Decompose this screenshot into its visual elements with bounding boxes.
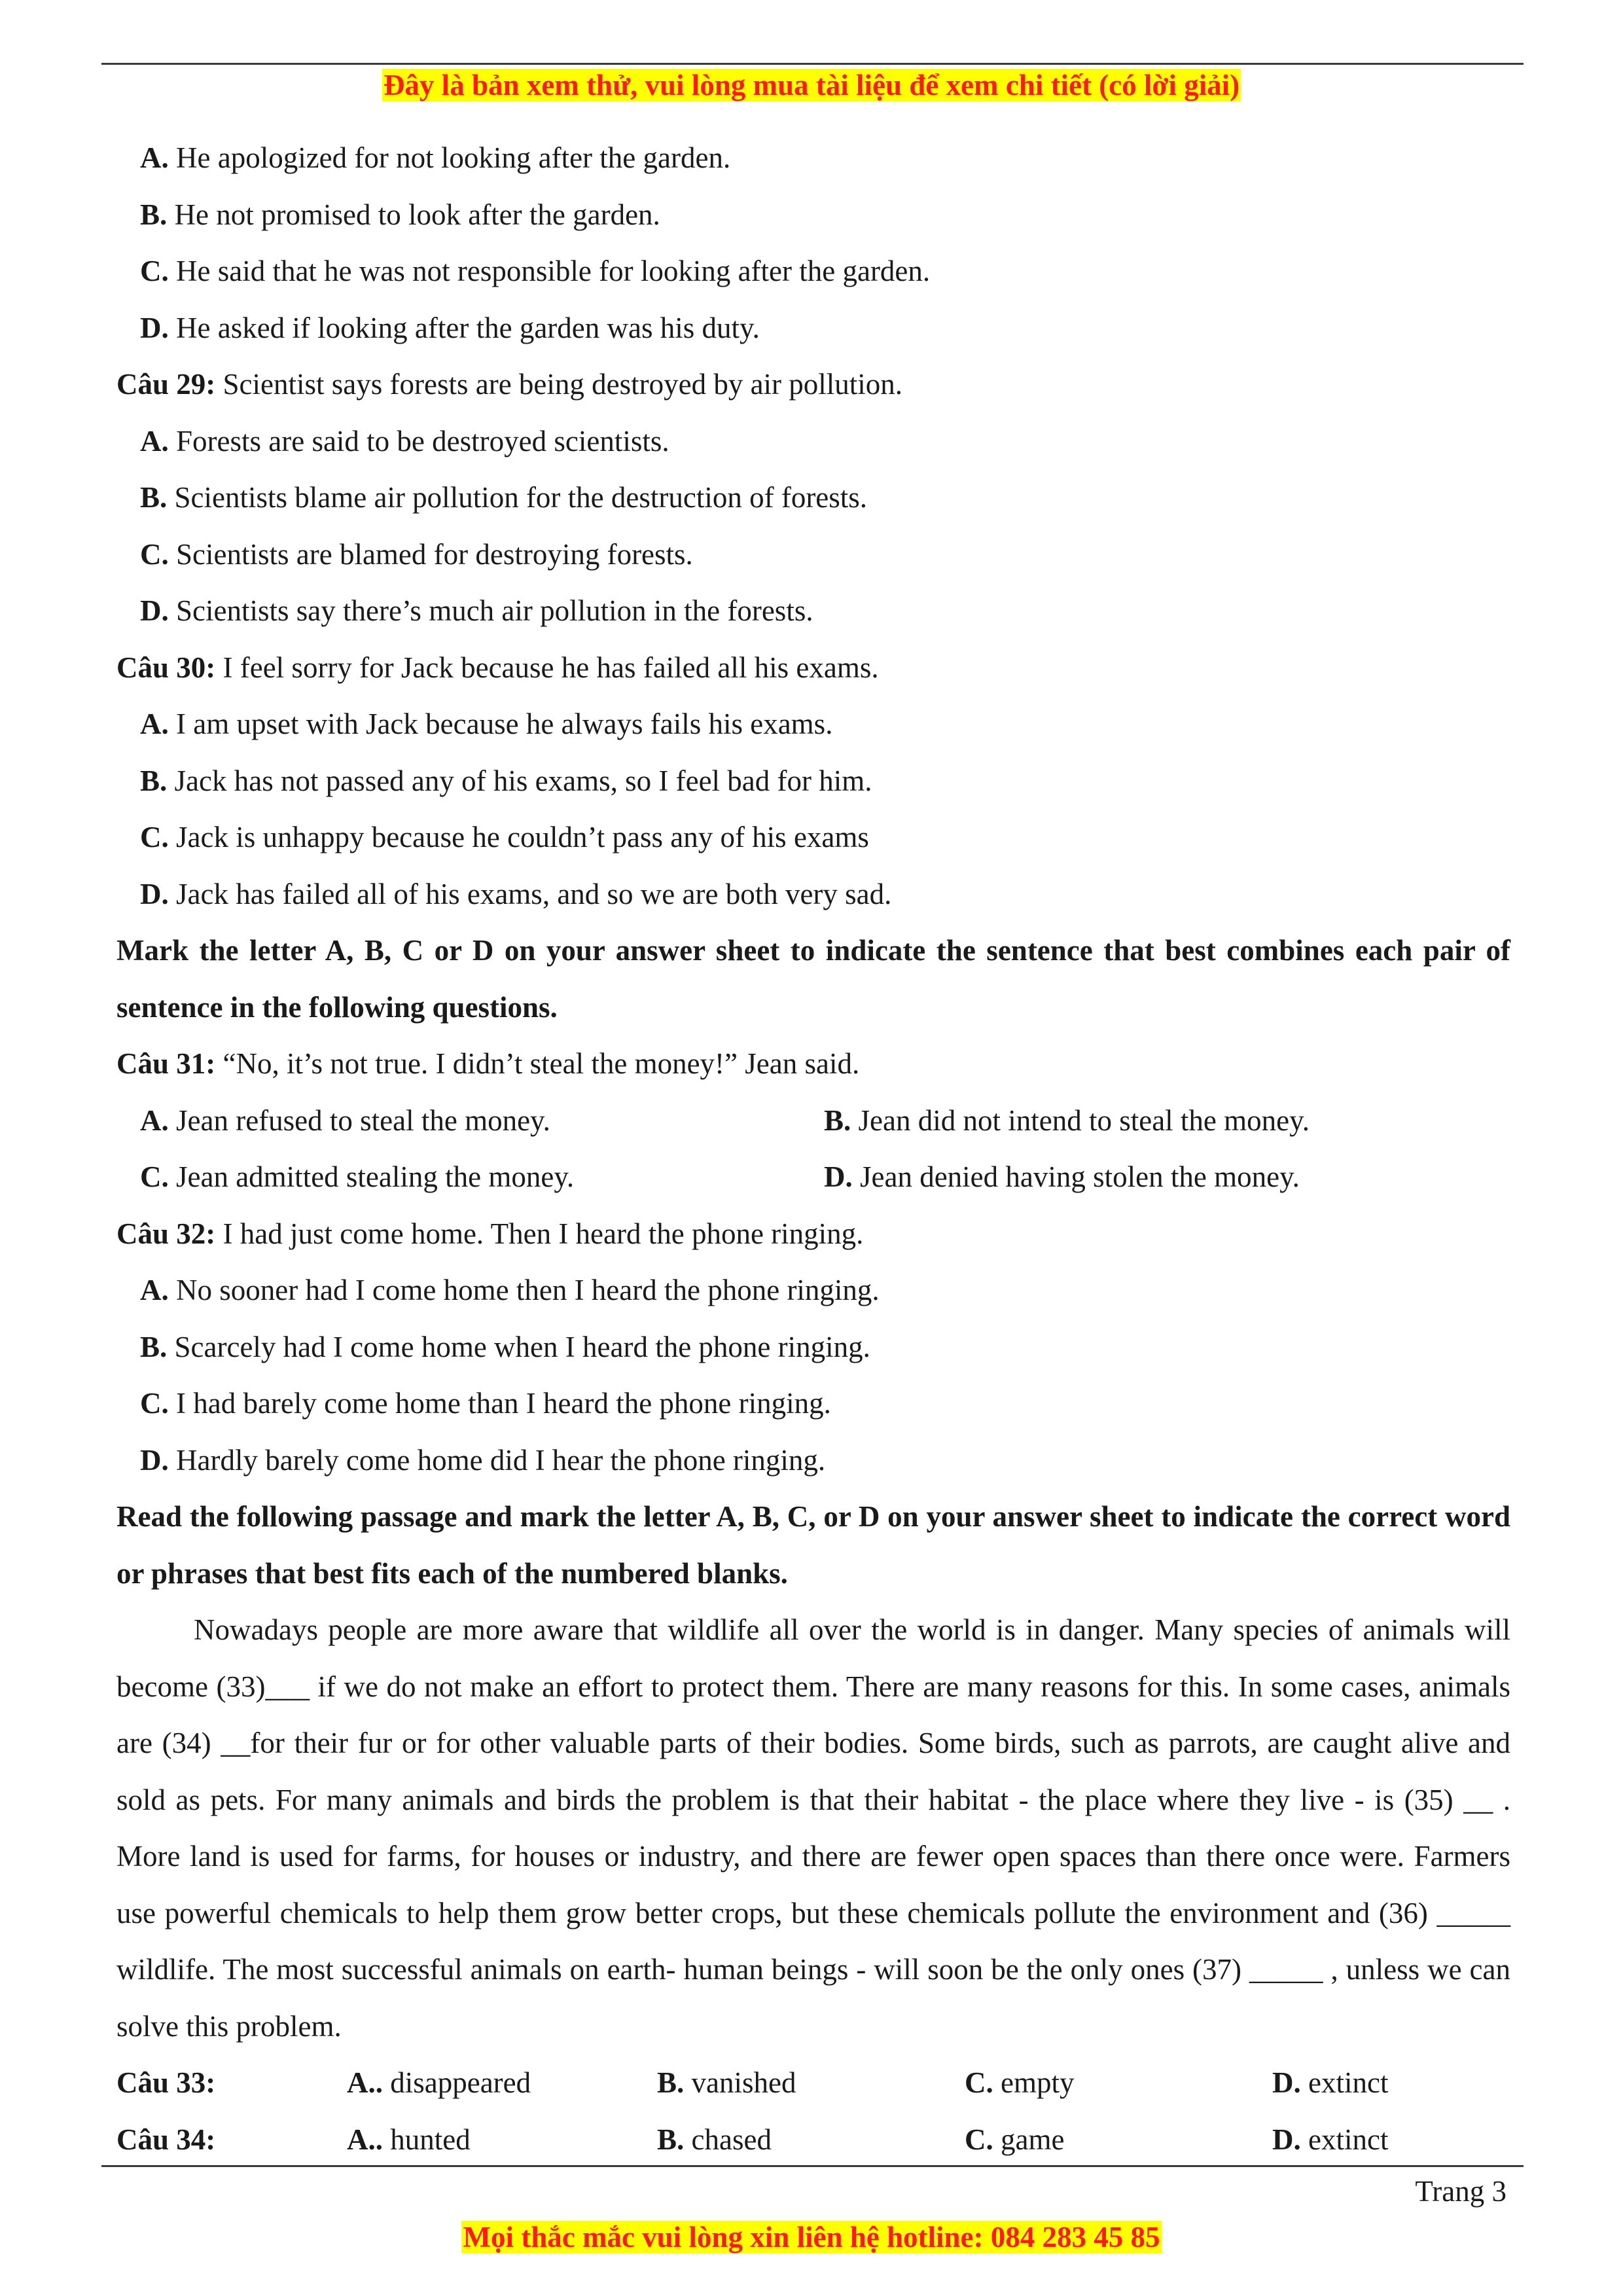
option-text: disappeared xyxy=(390,2066,531,2099)
option-text: Forests are said to be destroyed scientists. xyxy=(176,424,669,457)
q32-option-a xyxy=(116,1262,1510,1319)
q32-option-d xyxy=(116,1432,1510,1489)
q29-option-a xyxy=(116,413,1510,470)
q31-option-b xyxy=(824,1092,1310,1149)
option-text: chased xyxy=(691,2123,772,2156)
q33-row xyxy=(116,2054,1510,2111)
q33-option-d xyxy=(1272,2054,1388,2111)
instruction-combine: Mark the letter A, B, C or D on your answer sheet to indicate the sentence that best combines each pair of sentence in the following questions. xyxy=(116,934,1510,1024)
q34-option-d xyxy=(1272,2111,1388,2168)
question-text: “No, it’s not true. I didn’t steal the money!” Jean said. xyxy=(223,1047,860,1080)
option-letter: C. xyxy=(965,2066,993,2099)
q32-option-b xyxy=(116,1319,1510,1376)
q33-option-c xyxy=(965,2054,1074,2111)
option-text: He not promised to look after the garden. xyxy=(174,198,660,231)
option-letter: C. xyxy=(140,1387,169,1420)
hotline-notice-text: Mọi thắc mắc vui lòng xin liên hệ hotline: 084 283 45 85 xyxy=(463,2221,1160,2253)
instruction-passage: Read the following passage and mark the letter A, B, C, or D on your answer sheet to indicate the correct word or phrases that best fits each of the numbered blanks. xyxy=(116,1500,1510,1590)
option-text: extinct xyxy=(1308,2066,1389,2099)
option-letter: B. xyxy=(657,2123,685,2156)
option-text: Jack is unhappy because he couldn’t pass any of his exams xyxy=(176,821,869,853)
option-text: vanished xyxy=(691,2066,796,2099)
option-letter: C. xyxy=(140,821,169,853)
q34-option-c xyxy=(965,2111,1064,2168)
option-text: Jean denied having stolen the money. xyxy=(860,1160,1300,1193)
q30-option-a xyxy=(116,696,1510,753)
q31-question xyxy=(116,1035,1510,1092)
option-letter: D. xyxy=(140,1443,169,1477)
option-text: Scientists blame air pollution for the destruction of forests. xyxy=(174,481,868,514)
option-letter: A. xyxy=(140,1103,169,1137)
option-letter: B. xyxy=(657,2066,685,2099)
option-letter: D. xyxy=(824,1160,853,1193)
option-text: Hardly barely come home did I hear the phone ringing. xyxy=(176,1443,826,1477)
header-rule xyxy=(101,63,1524,65)
q33-option-b xyxy=(657,2054,796,2111)
option-letter: A. xyxy=(140,424,169,457)
option-letter: D. xyxy=(140,311,169,344)
option-letter: B. xyxy=(824,1103,851,1137)
option-letter: B. xyxy=(140,481,168,514)
preview-notice-text: Đây là bản xem thử, vui lòng mua tài liệu để xem chi tiết (có lời giải) xyxy=(383,69,1240,101)
q29-option-b xyxy=(116,469,1510,526)
option-letter: C. xyxy=(140,255,169,287)
q31-options-row-1 xyxy=(116,1092,1510,1149)
question-label: Câu 30: xyxy=(116,651,216,684)
page-number: Trang 3 xyxy=(1415,2175,1507,2208)
question-label: Câu 34: xyxy=(116,2123,216,2156)
option-text: Jack has not passed any of his exams, so I feel bad for him. xyxy=(174,764,872,797)
q32-option-c xyxy=(116,1375,1510,1432)
question-text: Scientist says forests are being destroyed by air pollution. xyxy=(223,368,903,401)
question-label: Câu 31: xyxy=(116,1047,216,1080)
option-letter: B. xyxy=(140,764,168,797)
q30-option-b xyxy=(116,753,1510,810)
question-label: Câu 33: xyxy=(116,2066,216,2099)
option-letter: A. xyxy=(140,141,169,174)
option-text: I had barely come home than I heard the phone ringing. xyxy=(176,1387,831,1420)
option-letter: B. xyxy=(140,1330,168,1363)
q30-option-d xyxy=(116,866,1510,923)
q29-option-c xyxy=(116,526,1510,583)
q31-option-a xyxy=(140,1104,550,1137)
question-label: Câu 32: xyxy=(116,1217,216,1250)
option-text: Scientists are blamed for destroying forests. xyxy=(176,537,693,571)
q33-option-a xyxy=(347,2054,531,2111)
option-text: I am upset with Jack because he always fails his exams. xyxy=(176,708,833,740)
q34-option-a xyxy=(347,2111,471,2168)
q29-option-d xyxy=(116,583,1510,639)
option-letter: A. xyxy=(140,708,169,740)
question-text: I feel sorry for Jack because he has failed all his exams. xyxy=(223,651,879,684)
footer-rule xyxy=(101,2165,1524,2167)
option-text: Jack has failed all of his exams, and so we are both very sad. xyxy=(176,877,892,910)
option-text: Jean refused to steal the money. xyxy=(176,1103,550,1137)
document-body xyxy=(116,130,1510,2168)
option-letter: D. xyxy=(1272,2066,1301,2099)
option-letter: B. xyxy=(140,198,168,231)
q30-question xyxy=(116,639,1510,696)
q28-option-c xyxy=(116,243,1510,300)
q32-question xyxy=(116,1206,1510,1263)
option-text: No sooner had I come home then I heard the phone ringing. xyxy=(176,1274,880,1306)
option-text: game xyxy=(1001,2123,1065,2156)
option-letter: D. xyxy=(1272,2123,1301,2156)
q29-question xyxy=(116,356,1510,413)
option-letter: C. xyxy=(140,1160,169,1193)
option-letter: A.. xyxy=(347,2123,383,2156)
q28-option-b xyxy=(116,187,1510,243)
question-text: I had just come home. Then I heard the phone ringing. xyxy=(223,1217,864,1250)
q28-option-d xyxy=(116,300,1510,357)
hotline-notice-banner xyxy=(0,2217,1623,2257)
q31-option-d xyxy=(824,1149,1300,1206)
option-text: extinct xyxy=(1308,2123,1389,2156)
option-text: He apologized for not looking after the garden. xyxy=(176,141,731,174)
preview-notice-banner xyxy=(0,65,1623,105)
q34-row xyxy=(116,2111,1510,2168)
option-letter: D. xyxy=(140,594,169,627)
option-text: empty xyxy=(1001,2066,1075,2099)
q31-option-c xyxy=(140,1160,574,1193)
q28-option-a xyxy=(116,130,1510,187)
option-letter: C. xyxy=(965,2123,993,2156)
option-text: He asked if looking after the garden was his duty. xyxy=(176,311,760,344)
option-text: hunted xyxy=(390,2123,471,2156)
reading-passage: Nowadays people are more aware that wildlife all over the world is in danger. Many species of animals will become (33)___ if we do not make an effort to protect them. There are many reasons for this. In some cases, animals are (34) __for their fur or for other valuable parts of their bodies. Some birds, such as parrots, are caught alive and sold as pets. For many animals and birds the problem is that their habitat - the place where they live - is (35) __ . More land is used for farms, for houses or industry, and there are fewer open spaces than there once were. Farmers use powerful chemicals to help them grow better crops, but these chemicals pollute the environment and (36) _____ wildlife. The most successful animals on earth- human beings - will soon be the only ones (37) _____ , unless we can solve this problem. xyxy=(116,1613,1510,2043)
option-text: Jean admitted stealing the money. xyxy=(176,1160,575,1193)
option-text: He said that he was not responsible for looking after the garden. xyxy=(176,255,931,287)
q34-option-b xyxy=(657,2111,772,2168)
option-text: Scarcely had I come home when I heard the phone ringing. xyxy=(174,1330,870,1363)
q30-option-c xyxy=(116,809,1510,866)
option-text: Scientists say there’s much air pollution in the forests. xyxy=(176,594,813,627)
question-label: Câu 29: xyxy=(116,368,216,401)
option-letter: C. xyxy=(140,537,169,571)
option-letter: A.. xyxy=(347,2066,383,2099)
q31-options-row-2 xyxy=(116,1149,1510,1206)
option-letter: D. xyxy=(140,877,169,910)
option-text: Jean did not intend to steal the money. xyxy=(858,1103,1310,1137)
option-letter: A. xyxy=(140,1274,169,1306)
